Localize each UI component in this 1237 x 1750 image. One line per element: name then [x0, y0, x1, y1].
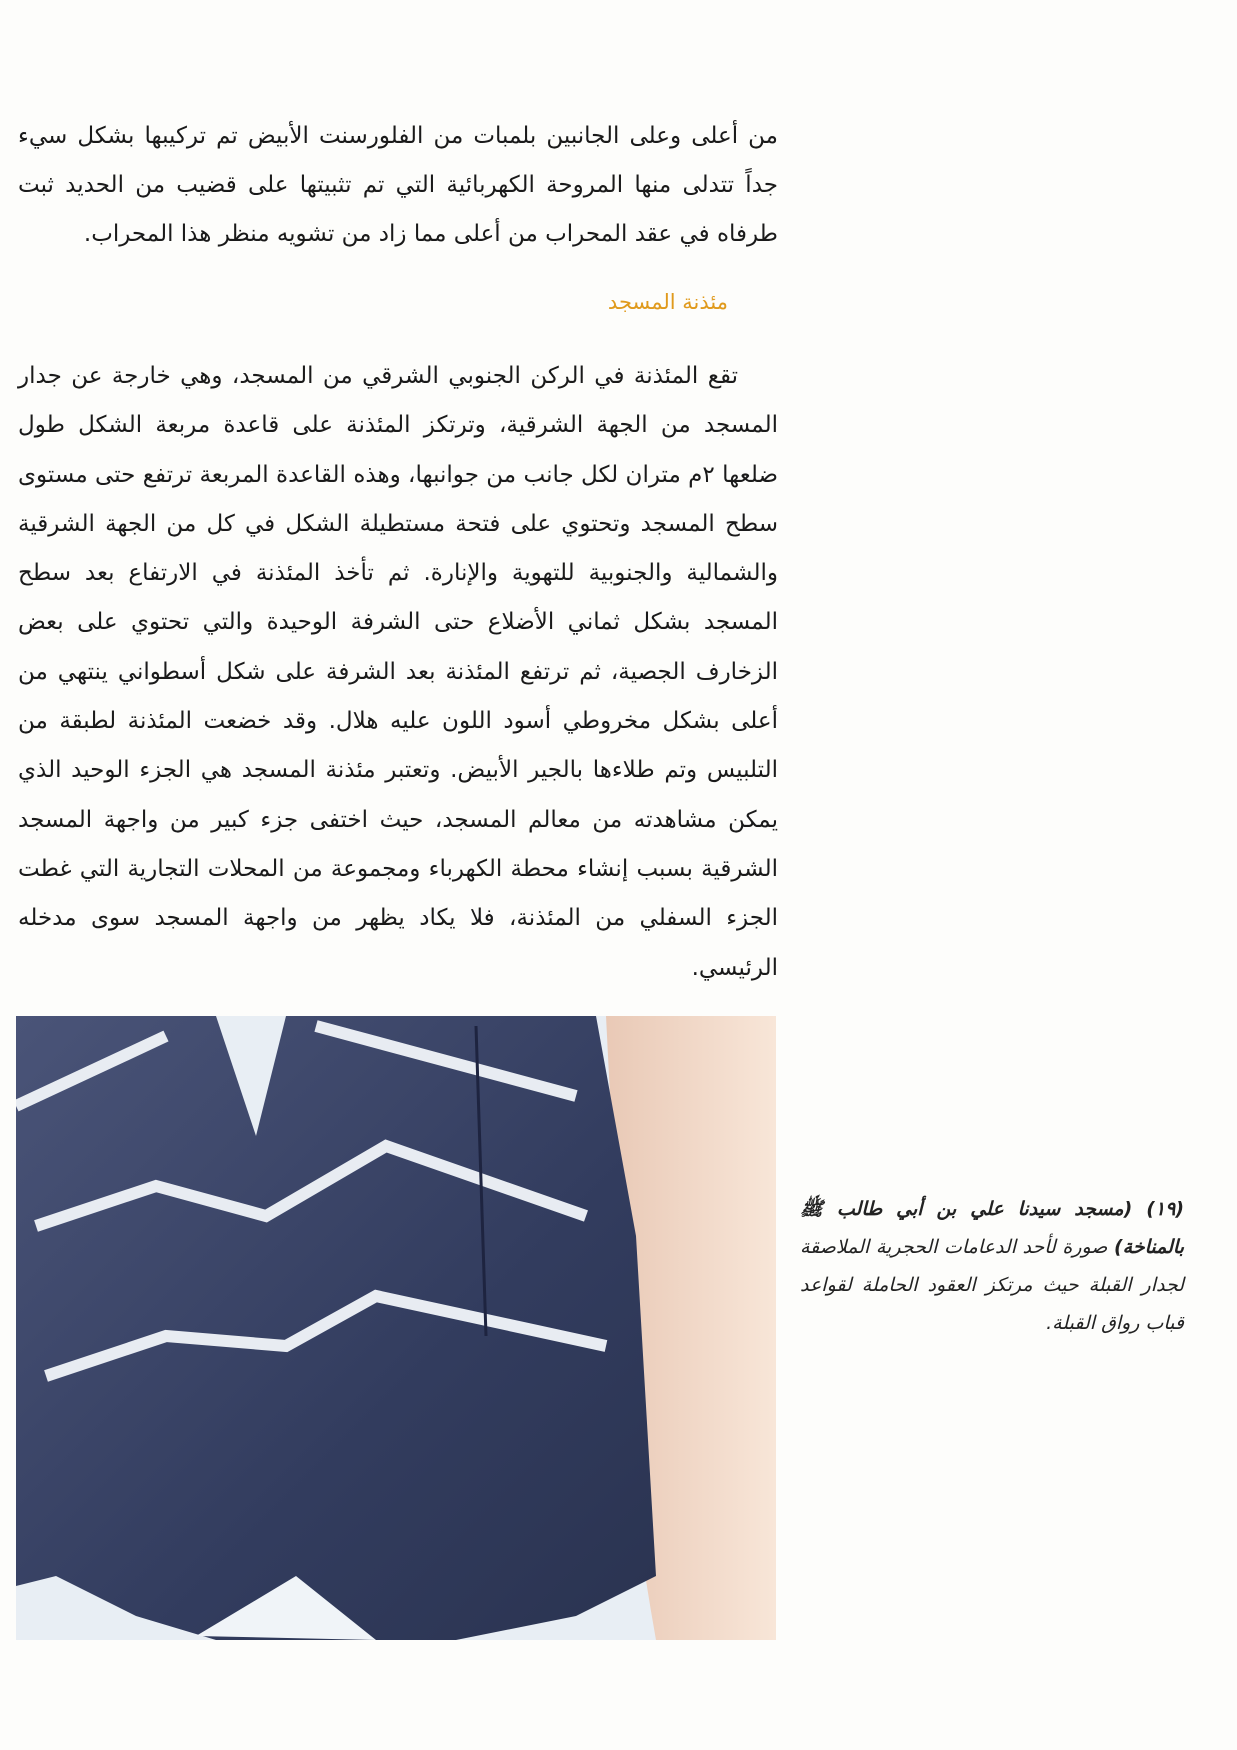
stone-pier [16, 1016, 656, 1640]
intro-paragraph: من أعلى وعلى الجانبين بلمبات من الفلورسنت الأبيض تم تركيبها بشكل سيء جداً تتدلى منها المروحة الكهربائية التي تم تثبيتها على قضيب من الحديد ثبت طرفاه في عقد المحراب من أعلى مما زاد من تشويه منظر هذا المحراب. [18, 123, 778, 247]
figure-photo [16, 1016, 776, 1640]
section-heading: مئذنة المسجد [607, 290, 728, 314]
figure-caption-title: (١٩) (مسجد سيدنا علي بن أبي طالب ﷺ بالمناخة) [800, 1198, 1184, 1258]
section-body-paragraph: تقع المئذنة في الركن الجنوبي الشرقي من المسجد، وهي خارجة عن جدار المسجد من الجهة الشرقية، وترتكز المئذنة على قاعدة مربعة الشكل طول ضلعها ٢م متران لكل جانب من جوانبها، وهذه القاعدة المربعة ترتفع حتى مستوى سطح المسجد وتحتوي على فتحة مستطيلة الشكل في كل من الجهة الشرقية والشمالية والجنوبية للتهوية والإنارة. ثم تأخذ المئذنة في الارتفاع بعد سطح المسجد بشكل ثماني الأضلاع حتى الشرفة الوحيدة والتي تحتوي على بعض الزخارف الجصية، ثم ترتفع المئذنة بعد الشرفة على شكل أسطواني ينتهي من أعلى بشكل مخروطي أسود اللون عليه هلال. وقد خضعت المئذنة لطبقة من التلبيس وتم طلاءها بالجير الأبيض. وتعتبر مئذنة المسجد هي الجزء الوحيد الذي يمكن مشاهدته من معالم المسجد، حيث اختفى جزء كبير من واجهة المسجد الشرقية بسبب إنشاء محطة الكهرباء ومجموعة من المحلات التجارية التي غطت الجزء السفلي من المئذنة، فلا يكاد يظهر من واجهة المسجد سوى مدخله الرئيسي. [18, 363, 778, 981]
figure-caption [800, 1190, 1184, 1342]
figure-caption-text: صورة لأحد الدعامات الحجرية الملاصقة لجدار القبلة حيث مرتكز العقود الحاملة لقواعد قباب رواق القبلة. [800, 1236, 1184, 1334]
